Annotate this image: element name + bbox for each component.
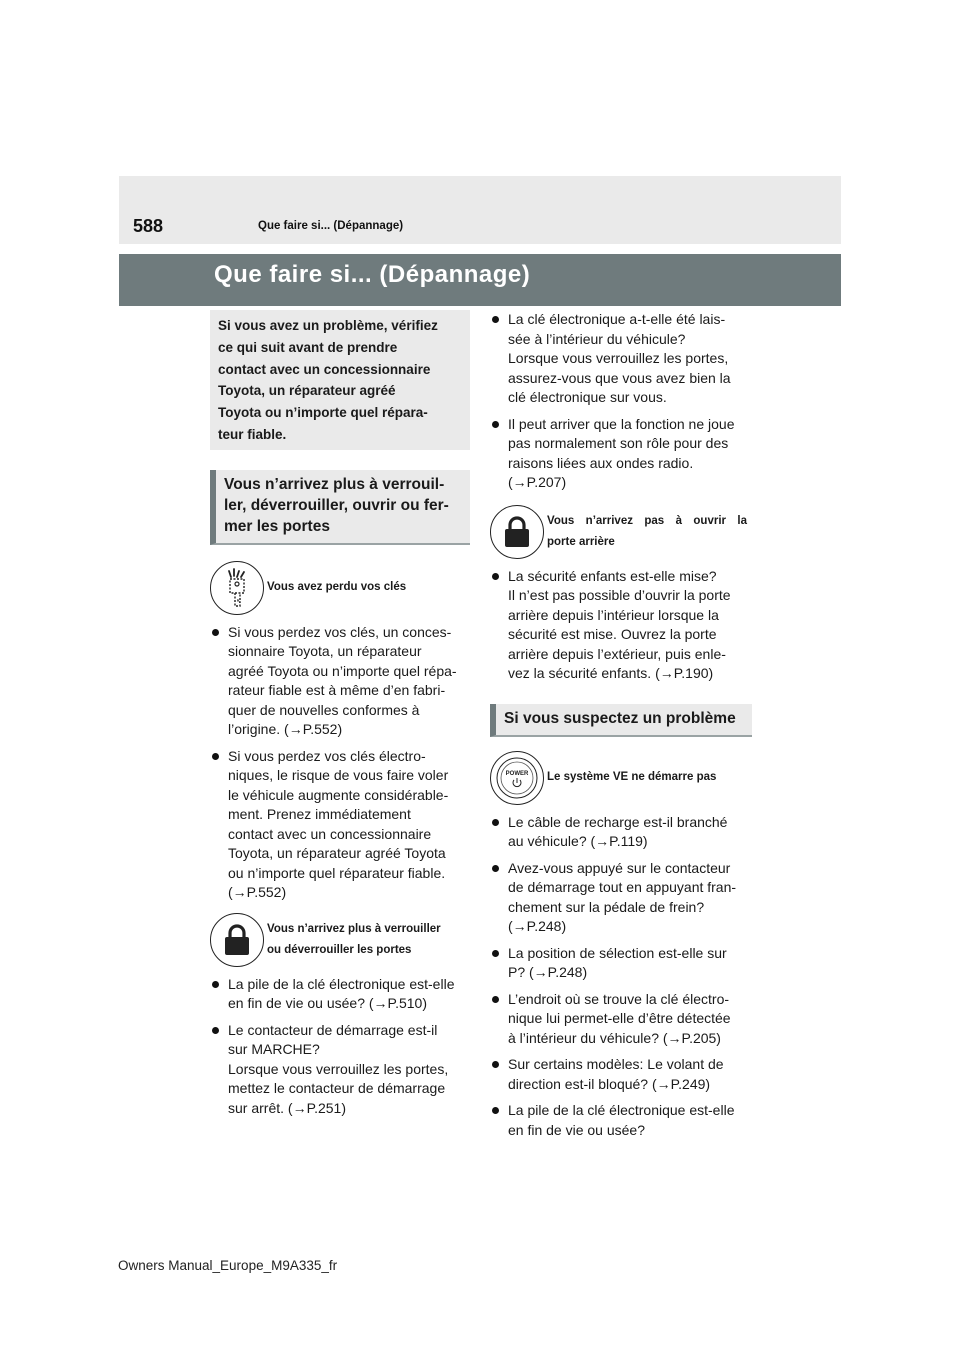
bullet-line: direction est-il bloqué? (→P.249)	[508, 1075, 711, 1092]
list-item	[210, 975, 470, 1014]
intro-box	[210, 310, 470, 450]
ev-start-bullets	[490, 813, 752, 1141]
bullet-line: agréé Toyota ou n’importe quel répa-	[228, 662, 457, 679]
subhead-rear-door	[490, 505, 752, 559]
bullet-line: Il n’est pas possible d’ouvrir la porte	[508, 587, 731, 603]
bullet-line: P? (→P.248)	[508, 964, 588, 980]
label-line: porte arrière	[547, 535, 615, 548]
cannot-lock-bullets	[210, 975, 470, 1119]
rear-door-bullets	[490, 567, 752, 684]
list-item	[210, 623, 470, 740]
footer-text: Owners Manual_Europe_M9A335_fr	[118, 1258, 338, 1273]
bullet-line: rateur fiable est à même d’en fabri-	[228, 682, 446, 699]
label-line: Vous n’arrivez pas à ouvrir la	[547, 514, 747, 527]
bullet-line: Lorsque vous verrouillez les portes,	[228, 1060, 449, 1077]
page-number: 588	[133, 216, 164, 236]
list-item	[490, 415, 752, 493]
subhead-label	[267, 919, 441, 961]
bullet-line: arrière depuis l’extérieur, puis enle-	[508, 645, 726, 662]
bullet-line: Il peut arriver que la fonction ne joue	[508, 415, 735, 432]
intro-text	[218, 315, 462, 446]
left-column	[210, 310, 470, 1125]
section-heading-doors	[210, 470, 470, 545]
bullet-line: La clé électronique a-t-elle été lais-	[508, 311, 726, 327]
list-item	[490, 310, 752, 408]
subhead-lost-keys	[210, 561, 470, 615]
bullet-line: Le câble de recharge est-il branché	[508, 813, 728, 830]
heading-line: ler, déverrouiller, ouvrir ou fer-	[224, 496, 449, 514]
bullet-line: La sécurité enfants est-elle mise?	[508, 567, 717, 584]
section-heading-problem: Si vous suspectez un problème	[490, 704, 752, 737]
right-column	[490, 310, 752, 1147]
label-line: Vous n’arrivez plus à verrouiller	[267, 922, 441, 935]
power-button-icon	[490, 751, 544, 805]
bullet-line: La pile de la clé électronique est-elle	[508, 1102, 735, 1118]
bullet-line: assurez-vous que vous avez bien la	[508, 369, 731, 386]
bullet-line: La position de sélection est-elle sur	[508, 944, 727, 961]
padlock-icon	[490, 505, 544, 559]
subhead-label: Le système VE ne démarre pas	[547, 771, 717, 783]
lost-key-icon	[210, 561, 264, 615]
heading-line: mer les portes	[224, 517, 330, 535]
bullet-line: clé électronique sur vous.	[508, 389, 667, 405]
intro-line: ce qui suit avant de prendre	[218, 339, 398, 355]
subhead-label: Vous avez perdu vos clés	[267, 581, 407, 594]
bullet-line: (→P.207)	[508, 474, 567, 490]
bullet-line: contact avec un concessionnaire	[228, 825, 432, 842]
bullet-line: Toyota, un réparateur agréé Toyota	[228, 845, 446, 862]
bullet-line: à l’intérieur du véhicule? (→P.205)	[508, 1029, 721, 1046]
heading-line: Vous n’arrivez plus à verrouil-	[224, 475, 445, 493]
bullet-line: Sur certains modèles: Le volant de	[508, 1056, 724, 1072]
running-title: Que faire si... (Dépannage)	[258, 220, 404, 232]
intro-line: contact avec un concessionnaire	[218, 361, 431, 377]
label-line: ou déverrouiller les portes	[267, 943, 412, 956]
bullet-line: chement sur la pédale de frein?	[508, 898, 705, 915]
list-item	[210, 1021, 470, 1119]
bullet-line: Avez-vous appuyé sur le contacteur	[508, 859, 731, 876]
bullet-line: en fin de vie ou usée? (→P.510)	[228, 995, 427, 1012]
bullet-line: (→P.552)	[228, 884, 287, 901]
list-item	[490, 1101, 752, 1140]
intro-line: Toyota ou n’importe quel répara-	[218, 405, 428, 421]
bullet-line: le véhicule augmente considérable-	[228, 786, 449, 803]
bullet-line: raisons liées aux ondes radio.	[508, 454, 694, 471]
subhead-label	[547, 511, 747, 553]
bullet-line: sionnaire Toyota, un réparateur	[228, 643, 422, 660]
bullet-line: en fin de vie ou usée?	[508, 1121, 645, 1138]
list-item	[490, 813, 752, 852]
bullet-line: de démarrage tout en appuyant fran-	[508, 879, 737, 895]
intro-line: Si vous avez un problème, vérifiez	[218, 318, 438, 333]
bullet-line: quer de nouvelles conformes à	[228, 701, 420, 718]
bullet-line: sur arrêt. (→P.251)	[228, 1099, 347, 1116]
list-item	[490, 944, 752, 983]
bullet-line: nique lui permet-elle d’être détectée	[508, 1010, 731, 1026]
bullet-line: ou n’importe quel réparateur fiable.	[228, 864, 446, 881]
intro-line: Toyota, un réparateur agréé	[218, 383, 396, 399]
bullet-line: arrière depuis l’intérieur lorsque la	[508, 606, 719, 623]
bullet-line: niques, le risque de vous faire voler	[228, 767, 449, 784]
intro-line: teur fiable.	[218, 426, 287, 442]
bullet-line: vez la sécurité enfants. (→P.190)	[508, 665, 714, 681]
list-item	[490, 859, 752, 937]
right-top-bullets	[490, 310, 752, 493]
list-item	[490, 1055, 752, 1094]
bullet-line: Le contacteur de démarrage est-il	[228, 1021, 438, 1038]
bullet-line: pas normalement son rôle pour des	[508, 435, 729, 451]
bullet-line: L’endroit où se trouve la clé électro-	[508, 990, 730, 1007]
bullet-line: ment. Prenez immédiatement	[228, 806, 411, 823]
list-item	[490, 990, 752, 1049]
bullet-line: sécurité est mise. Ouvrez la porte	[508, 626, 717, 642]
list-item	[490, 567, 752, 684]
bullet-line: mettez le contacteur de démarrage	[228, 1080, 446, 1097]
subhead-cannot-lock	[210, 913, 470, 967]
list-item	[210, 747, 470, 903]
power-label: POWER	[505, 770, 529, 777]
bullet-line: sée à l’intérieur du véhicule?	[508, 330, 686, 347]
bullet-line: Lorsque vous verrouillez les portes,	[508, 350, 729, 366]
lost-keys-bullets	[210, 623, 470, 903]
bullet-line: (→P.248)	[508, 918, 567, 934]
subhead-ev-start	[490, 751, 752, 805]
bullet-line: l’origine. (→P.552)	[228, 721, 343, 738]
bullet-line: La pile de la clé électronique est-elle	[228, 975, 455, 992]
padlock-icon	[210, 913, 264, 967]
bullet-line: Si vous perdez vos clés, un conces-	[228, 623, 452, 640]
bullet-line: sur MARCHE?	[228, 1041, 320, 1058]
bullet-line: au véhicule? (→P.119)	[508, 833, 648, 849]
bullet-line: Si vous perdez vos clés électro-	[228, 747, 426, 764]
header-band	[119, 176, 841, 244]
page-title: Que faire si... (Dépannage)	[214, 261, 531, 288]
